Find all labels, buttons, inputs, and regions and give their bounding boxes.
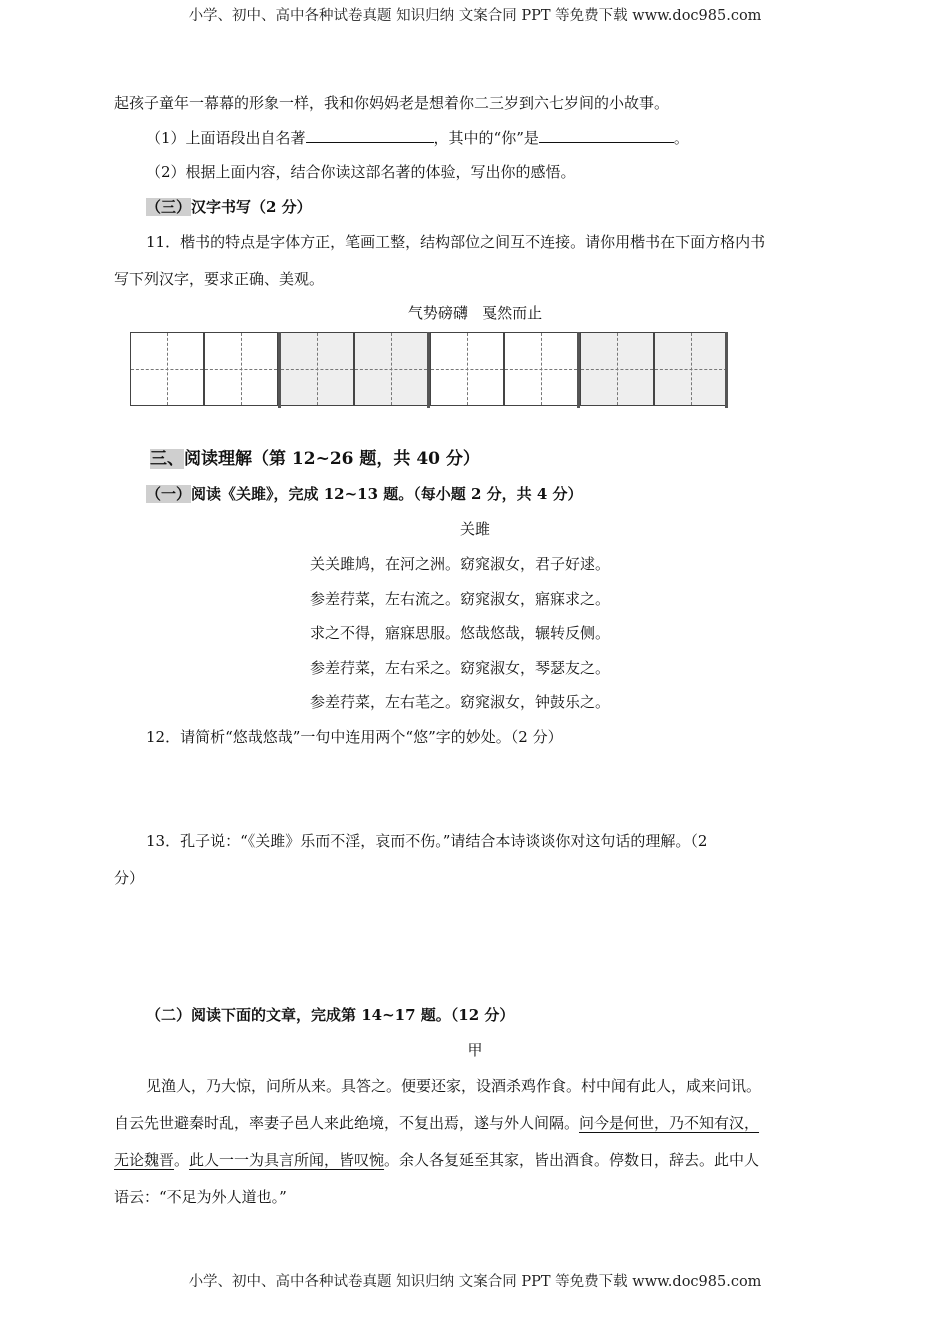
poem-title: 关雎 (459, 520, 490, 538)
writing-cell[interactable] (130, 332, 204, 406)
poem-line: 参差荇菜，左右流之。窈窕淑女，寤寐求之。 (310, 590, 611, 608)
page-footer: 小学、初中、高中各种试卷真题 知识归纳 文案合同 PPT 等免费下载 www.doc985.com (188, 1274, 762, 1290)
passage-line3 (114, 1149, 759, 1170)
q13-line1: 13．孔子说：“《关雎》乐而不淫，哀而不伤。”请结合本诗谈谈你对这句话的理解。（2 (146, 832, 708, 850)
grid-group-divider (577, 332, 580, 408)
part-3-label: 三、 (150, 449, 184, 469)
page-header: 小学、初中、高中各种试卷真题 知识归纳 文案合同 PPT 等免费下载 www.doc985.com (188, 8, 762, 24)
poem-line: 参差荇菜，左右芼之。窈窕淑女，钟鼓乐之。 (310, 693, 611, 711)
q12: 12．请简析“悠哉悠哉”一句中连用两个“悠”字的妙处。（2 分） (146, 728, 563, 746)
q11-line2: 写下列汉字，要求正确、美观。 (114, 270, 325, 288)
writing-cell[interactable] (430, 332, 504, 406)
writing-cell[interactable] (280, 332, 354, 406)
passage-line4: 语云：“不足为外人道也。” (114, 1188, 287, 1206)
q10-sub1-end: 。 (673, 129, 689, 147)
passage-text: 自云先世避秦时乱，率妻子邑人来此绝境，不复出焉，遂与外人间隔。 (114, 1114, 580, 1132)
grid-group-divider (725, 332, 728, 408)
reading-2-heading: （二）阅读下面的文章，完成第 14~17 题。（12 分） (146, 1006, 515, 1024)
reading-1-label: （一） (146, 485, 192, 503)
section-3-label: （三） (146, 198, 192, 216)
writing-cell[interactable] (354, 332, 428, 406)
q10-sub1-text-a: （1）上面语段出自名著 (146, 129, 306, 147)
writing-grid[interactable] (130, 332, 728, 408)
q13-line2: 分） (114, 869, 145, 887)
part-3-title: 阅读理解（第 12~26 题，共 40 分） (184, 449, 480, 469)
writing-cell[interactable] (504, 332, 578, 406)
poem-line: 求之不得，寤寐思服。悠哉悠哉，辗转反侧。 (310, 624, 611, 642)
answer-blank-2[interactable] (539, 128, 674, 143)
passage-line1: 见渔人，乃大惊，问所从来。具答之。便要还家，设酒杀鸡作食。村中闻有此人，咸来问讯。 (146, 1077, 762, 1095)
reading-1-heading (146, 483, 583, 504)
part-3-heading (150, 444, 480, 469)
writing-phrase: 气势磅礴 戛然而止 (407, 304, 543, 322)
passage-label: 甲 (467, 1041, 483, 1059)
q11-line1: 11．楷书的特点是字体方正，笔画工整，结构部位之间互不连接。请你用楷书在下面方格内书 (146, 233, 766, 251)
q10-sub1 (146, 127, 689, 148)
intro-line: 起孩子童年一幕幕的形象一样，我和你妈妈老是想着你二三岁到六七岁间的小故事。 (114, 94, 670, 112)
writing-cell[interactable] (204, 332, 278, 406)
q10-sub2: （2）根据上面内容，结合你读这部名著的体验，写出你的感悟。 (146, 163, 576, 181)
q10-sub1-text-b: ，其中的“你”是 (433, 129, 539, 147)
reading-1-title: 阅读《关雎》，完成 12~13 题。（每小题 2 分，共 4 分） (191, 485, 583, 503)
grid-group-divider (278, 332, 281, 408)
passage-line2 (114, 1112, 759, 1133)
underlined-sentence: 此人一一为具言所闻，皆叹惋 (189, 1151, 385, 1169)
writing-cell[interactable] (654, 332, 728, 406)
passage-text: 。 (174, 1151, 190, 1169)
section-3-title: 汉字书写（2 分） (191, 198, 312, 216)
writing-cell[interactable] (580, 332, 654, 406)
underlined-sentence: 问今是何世，乃不知有汉， (579, 1114, 760, 1132)
grid-group-divider (427, 332, 430, 408)
poem-line: 参差荇菜，左右采之。窈窕淑女，琴瑟友之。 (310, 659, 611, 677)
underlined-sentence: 无论魏晋 (114, 1151, 175, 1169)
section-3-heading (146, 196, 312, 217)
answer-blank-1[interactable] (306, 128, 434, 143)
passage-text: 。余人各复延至其家，皆出酒食。停数日，辞去。此中人 (384, 1151, 760, 1169)
poem-line: 关关雎鸠，在河之洲。窈窕淑女，君子好逑。 (310, 555, 611, 573)
